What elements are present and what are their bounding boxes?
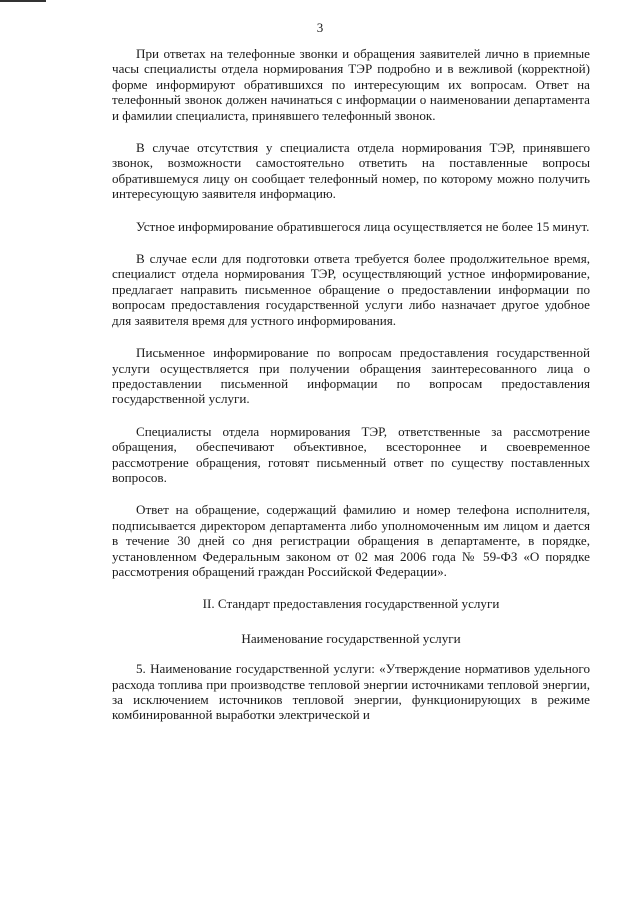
paragraph-oral-duration: Устное информирование обратившегося лица осуществляется не более 15 минут. <box>136 218 590 234</box>
paragraph-specialists-review: Специалисты отдела нормирования ТЭР, ответственные за рассмотрение обращения, обеспечивают объективное, всестороннее и своевременное рассмотрение обращения, готовят письменный ответ по существу поставленных вопросов. <box>112 423 590 485</box>
paragraph-service-name: 5. Наименование государственной услуги: «Утверждение нормативов удельного расхода топлива при производстве тепловой энергии источниками тепловой энергии, за исключением источников тепловой энергии, функционирующих в режиме комбинированной выработки электрической и <box>112 661 590 723</box>
paragraph-phone-answers: При ответах на телефонные звонки и обращения заявителей лично в приемные часы специалисты отдела нормирования ТЭР подробно и в вежливой (корректной) форме информируют обратившихся по интересующим их вопросам. Ответ на телефонный звонок должен начинаться с информации о наименовании департамента и фамилии специалиста, принявшего телефонный звонок. <box>112 46 590 123</box>
subsection-heading: Наименование государственной услуги <box>241 630 461 646</box>
section-heading: II. Стандарт предоставления государственной услуги <box>202 596 500 612</box>
page-number: 3 <box>316 20 324 35</box>
paragraph-longer-preparation: В случае если для подготовки ответа требуется более продолжительное время, специалист отдела нормирования ТЭР, осуществляющий устное информирование, предлагает направить письменное обращение о предоставлении информации по вопросам предоставления государственной услуги либо назначает другое удобное для заявителя время для устного информирования. <box>112 251 590 328</box>
paragraph-response-signing: Ответ на обращение, содержащий фамилию и номер телефона исполнителя, подписывается директором департамента либо уполномоченным им лицом и дается в течение 30 дней со дня регистрации обращения в департаменте, в порядке, установленном Федеральным законом от 02 мая 2006 года № 59-ФЗ «О порядке рассмотрения обращений граждан Российской Федерации». <box>112 502 590 579</box>
paragraph-written-info: Письменное информирование по вопросам предоставления государственной услуги осуществляется при получении обращения заинтересованного лица о предоставлении письменной информации по вопросам предоставления государственной услуги. <box>112 345 590 407</box>
document-body <box>112 46 590 740</box>
paragraph-specialist-absence: В случае отсутствия у специалиста отдела нормирования ТЭР, принявшего звонок, возможности самостоятельно ответить на поставленные вопросы обратившемуся лицу он сообщает телефонный номер, по которому можно получить интересующую заявителя информацию. <box>112 140 590 202</box>
scan-edge-mark <box>0 0 46 2</box>
